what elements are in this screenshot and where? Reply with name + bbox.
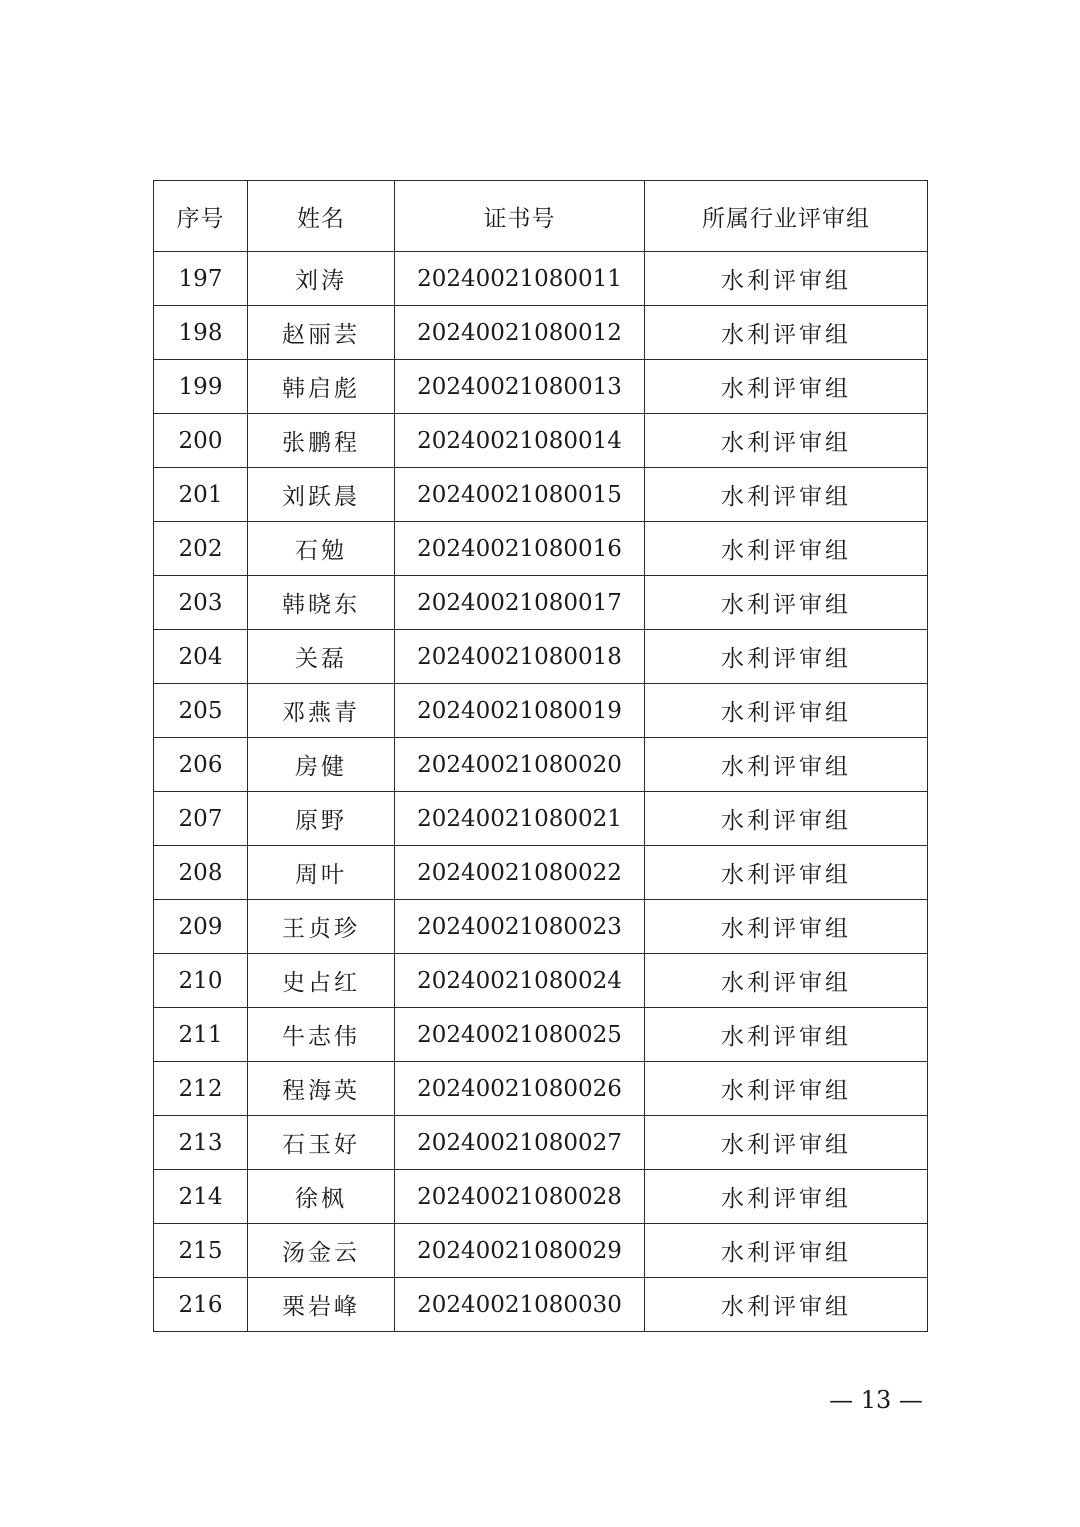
table-row xyxy=(154,792,928,846)
table-row xyxy=(154,846,928,900)
table-row xyxy=(154,468,928,522)
cell-name: 韩晓东 xyxy=(248,576,395,630)
table-row xyxy=(154,738,928,792)
cell-cert: 20240021080014 xyxy=(395,414,645,468)
cell-name: 邓燕青 xyxy=(248,684,395,738)
cell-group: 水利评审组 xyxy=(645,414,928,468)
cell-seq: 204 xyxy=(154,630,248,684)
cell-name: 刘涛 xyxy=(248,252,395,306)
cell-group: 水利评审组 xyxy=(645,1224,928,1278)
cell-cert: 20240021080012 xyxy=(395,306,645,360)
cell-seq: 207 xyxy=(154,792,248,846)
cell-name: 周叶 xyxy=(248,846,395,900)
cell-name: 徐枫 xyxy=(248,1170,395,1224)
table-row xyxy=(154,1062,928,1116)
cell-cert: 20240021080030 xyxy=(395,1278,645,1332)
cell-group: 水利评审组 xyxy=(645,1116,928,1170)
table-row xyxy=(154,576,928,630)
cell-group: 水利评审组 xyxy=(645,630,928,684)
cell-seq: 213 xyxy=(154,1116,248,1170)
cell-name: 赵丽芸 xyxy=(248,306,395,360)
cell-group: 水利评审组 xyxy=(645,792,928,846)
table-header xyxy=(154,181,928,252)
cell-cert: 20240021080029 xyxy=(395,1224,645,1278)
cell-seq: 206 xyxy=(154,738,248,792)
cell-cert: 20240021080019 xyxy=(395,684,645,738)
cell-seq: 215 xyxy=(154,1224,248,1278)
cell-cert: 20240021080021 xyxy=(395,792,645,846)
cell-cert: 20240021080018 xyxy=(395,630,645,684)
cell-seq: 197 xyxy=(154,252,248,306)
cell-cert: 20240021080017 xyxy=(395,576,645,630)
table-row xyxy=(154,900,928,954)
cell-group: 水利评审组 xyxy=(645,1008,928,1062)
cell-cert: 20240021080025 xyxy=(395,1008,645,1062)
cell-name: 牛志伟 xyxy=(248,1008,395,1062)
cell-seq: 201 xyxy=(154,468,248,522)
cell-cert: 20240021080027 xyxy=(395,1116,645,1170)
table-row xyxy=(154,954,928,1008)
cell-name: 程海英 xyxy=(248,1062,395,1116)
cell-cert: 20240021080016 xyxy=(395,522,645,576)
cell-group: 水利评审组 xyxy=(645,252,928,306)
cell-name: 原野 xyxy=(248,792,395,846)
cell-seq: 203 xyxy=(154,576,248,630)
table-row xyxy=(154,522,928,576)
table-row xyxy=(154,360,928,414)
cell-seq: 214 xyxy=(154,1170,248,1224)
cell-cert: 20240021080011 xyxy=(395,252,645,306)
cell-group: 水利评审组 xyxy=(645,846,928,900)
cell-name: 栗岩峰 xyxy=(248,1278,395,1332)
cell-seq: 211 xyxy=(154,1008,248,1062)
header-group: 所属行业评审组 xyxy=(645,181,928,252)
cell-seq: 208 xyxy=(154,846,248,900)
cell-cert: 20240021080026 xyxy=(395,1062,645,1116)
cell-seq: 209 xyxy=(154,900,248,954)
header-cert: 证书号 xyxy=(395,181,645,252)
cell-group: 水利评审组 xyxy=(645,738,928,792)
page-number: — 13 — xyxy=(829,1386,923,1414)
cell-cert: 20240021080020 xyxy=(395,738,645,792)
table-row xyxy=(154,1278,928,1332)
cell-cert: 20240021080013 xyxy=(395,360,645,414)
cell-name: 张鹏程 xyxy=(248,414,395,468)
cell-group: 水利评审组 xyxy=(645,900,928,954)
cell-name: 房健 xyxy=(248,738,395,792)
cell-name: 史占红 xyxy=(248,954,395,1008)
cell-group: 水利评审组 xyxy=(645,576,928,630)
cell-group: 水利评审组 xyxy=(645,954,928,1008)
header-row xyxy=(154,181,928,252)
table-row xyxy=(154,630,928,684)
cell-group: 水利评审组 xyxy=(645,1062,928,1116)
cell-name: 石勉 xyxy=(248,522,395,576)
cell-seq: 216 xyxy=(154,1278,248,1332)
cell-name: 关磊 xyxy=(248,630,395,684)
roster-table xyxy=(153,180,928,1332)
cell-seq: 210 xyxy=(154,954,248,1008)
header-name: 姓名 xyxy=(248,181,395,252)
cell-cert: 20240021080015 xyxy=(395,468,645,522)
table-row xyxy=(154,1116,928,1170)
cell-group: 水利评审组 xyxy=(645,306,928,360)
cell-name: 汤金云 xyxy=(248,1224,395,1278)
cell-group: 水利评审组 xyxy=(645,522,928,576)
cell-cert: 20240021080028 xyxy=(395,1170,645,1224)
table-row xyxy=(154,252,928,306)
cell-seq: 205 xyxy=(154,684,248,738)
table-row xyxy=(154,1224,928,1278)
table-body xyxy=(154,252,928,1332)
cell-name: 石玉好 xyxy=(248,1116,395,1170)
table-row xyxy=(154,1008,928,1062)
cell-group: 水利评审组 xyxy=(645,1170,928,1224)
cell-name: 刘跃晨 xyxy=(248,468,395,522)
cell-seq: 200 xyxy=(154,414,248,468)
cell-group: 水利评审组 xyxy=(645,360,928,414)
cell-seq: 212 xyxy=(154,1062,248,1116)
cell-name: 王贞珍 xyxy=(248,900,395,954)
cell-seq: 198 xyxy=(154,306,248,360)
header-seq: 序号 xyxy=(154,181,248,252)
cell-group: 水利评审组 xyxy=(645,1278,928,1332)
cell-group: 水利评审组 xyxy=(645,684,928,738)
cell-name: 韩启彪 xyxy=(248,360,395,414)
cell-seq: 202 xyxy=(154,522,248,576)
cell-cert: 20240021080024 xyxy=(395,954,645,1008)
table-row xyxy=(154,306,928,360)
table-row xyxy=(154,684,928,738)
cell-cert: 20240021080023 xyxy=(395,900,645,954)
cell-seq: 199 xyxy=(154,360,248,414)
cell-cert: 20240021080022 xyxy=(395,846,645,900)
table-row xyxy=(154,1170,928,1224)
cell-group: 水利评审组 xyxy=(645,468,928,522)
table-row xyxy=(154,414,928,468)
